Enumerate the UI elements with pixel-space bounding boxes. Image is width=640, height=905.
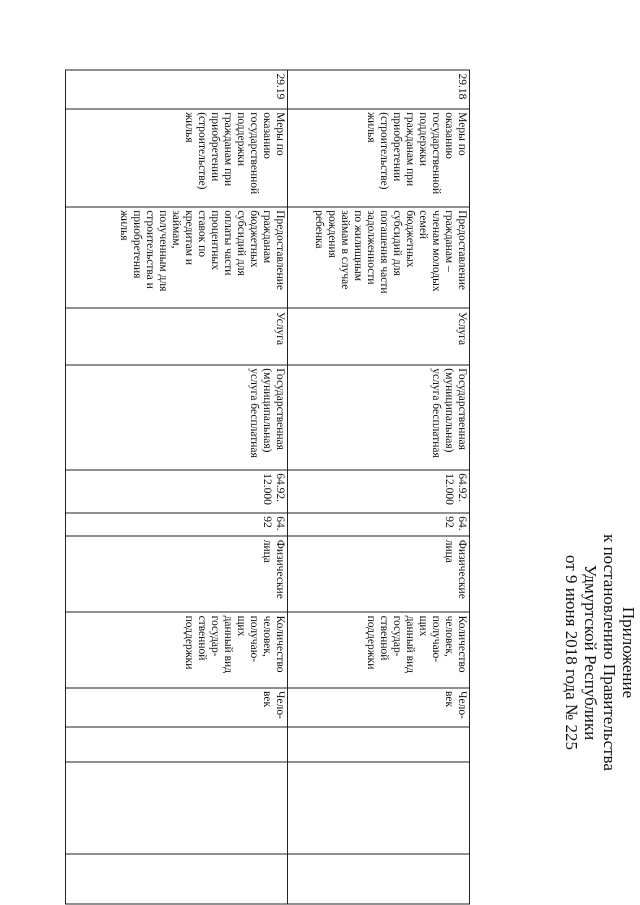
unit-cell: Чело- век xyxy=(66,688,288,727)
services-table xyxy=(65,70,470,905)
unit-cell: Чело- век xyxy=(288,688,470,727)
code-cell: 64.92. 12.000 xyxy=(66,470,288,513)
type-cell: Государственная (муниципальная) услуга бесплатная xyxy=(66,365,288,470)
measure-cell: Меры по оказанию государственной поддержки гражданам при приобретении (строительстве) жилья xyxy=(66,109,288,207)
empty-cell xyxy=(288,727,470,763)
recipients-cell: Физические лица xyxy=(66,536,288,612)
type-cell: Государственная (муниципальная) услуга бесплатная xyxy=(288,365,470,470)
description-cell: Предоставление гражданам бюджетных субсидий для оплаты части процентных ставок по кредитам и займам, полученным для строительства и приобретения жилья xyxy=(66,207,288,309)
kind-cell: Услуга xyxy=(288,308,470,364)
code-cell: 64.92. 12.000 xyxy=(288,470,470,513)
kind-cell: Услуга xyxy=(66,308,288,364)
header-line-date: от 9 июня 2018 года № 225 xyxy=(562,555,581,750)
description-cell: Предоставление гражданам – членам молодых семей бюджетных субсидий для погашения части задолженности по жилищным займам в случае рождения ребенка xyxy=(288,207,470,309)
header-line-appendix: Приложение xyxy=(619,606,638,699)
table-row xyxy=(66,70,288,904)
indicator-cell: Количество человек, получаю- щих данный вид государ- ственной поддержки xyxy=(66,612,288,687)
okved-cell: 64. 92 xyxy=(288,513,470,537)
indicator-cell: Количество человек, получаю- щих данный вид государ- ственной поддержки xyxy=(288,612,470,687)
empty-cell xyxy=(288,854,470,904)
table-row xyxy=(288,70,470,904)
empty-cell xyxy=(288,762,470,853)
header-line-resolution: к постановлению Правительства xyxy=(600,534,619,771)
recipients-cell: Физические лица xyxy=(288,536,470,612)
empty-cell xyxy=(66,727,288,763)
row-number: 29.19 xyxy=(66,70,288,109)
empty-cell xyxy=(66,762,288,853)
document-header xyxy=(562,443,638,863)
header-line-republic: Удмуртской Республики xyxy=(581,564,600,741)
row-number: 29.18 xyxy=(288,70,470,109)
okved-cell: 64. 92 xyxy=(66,513,288,537)
empty-cell xyxy=(66,854,288,904)
measure-cell: Меры по оказанию государственной поддержки гражданам при приобретении (строительстве) жилья xyxy=(288,109,470,207)
